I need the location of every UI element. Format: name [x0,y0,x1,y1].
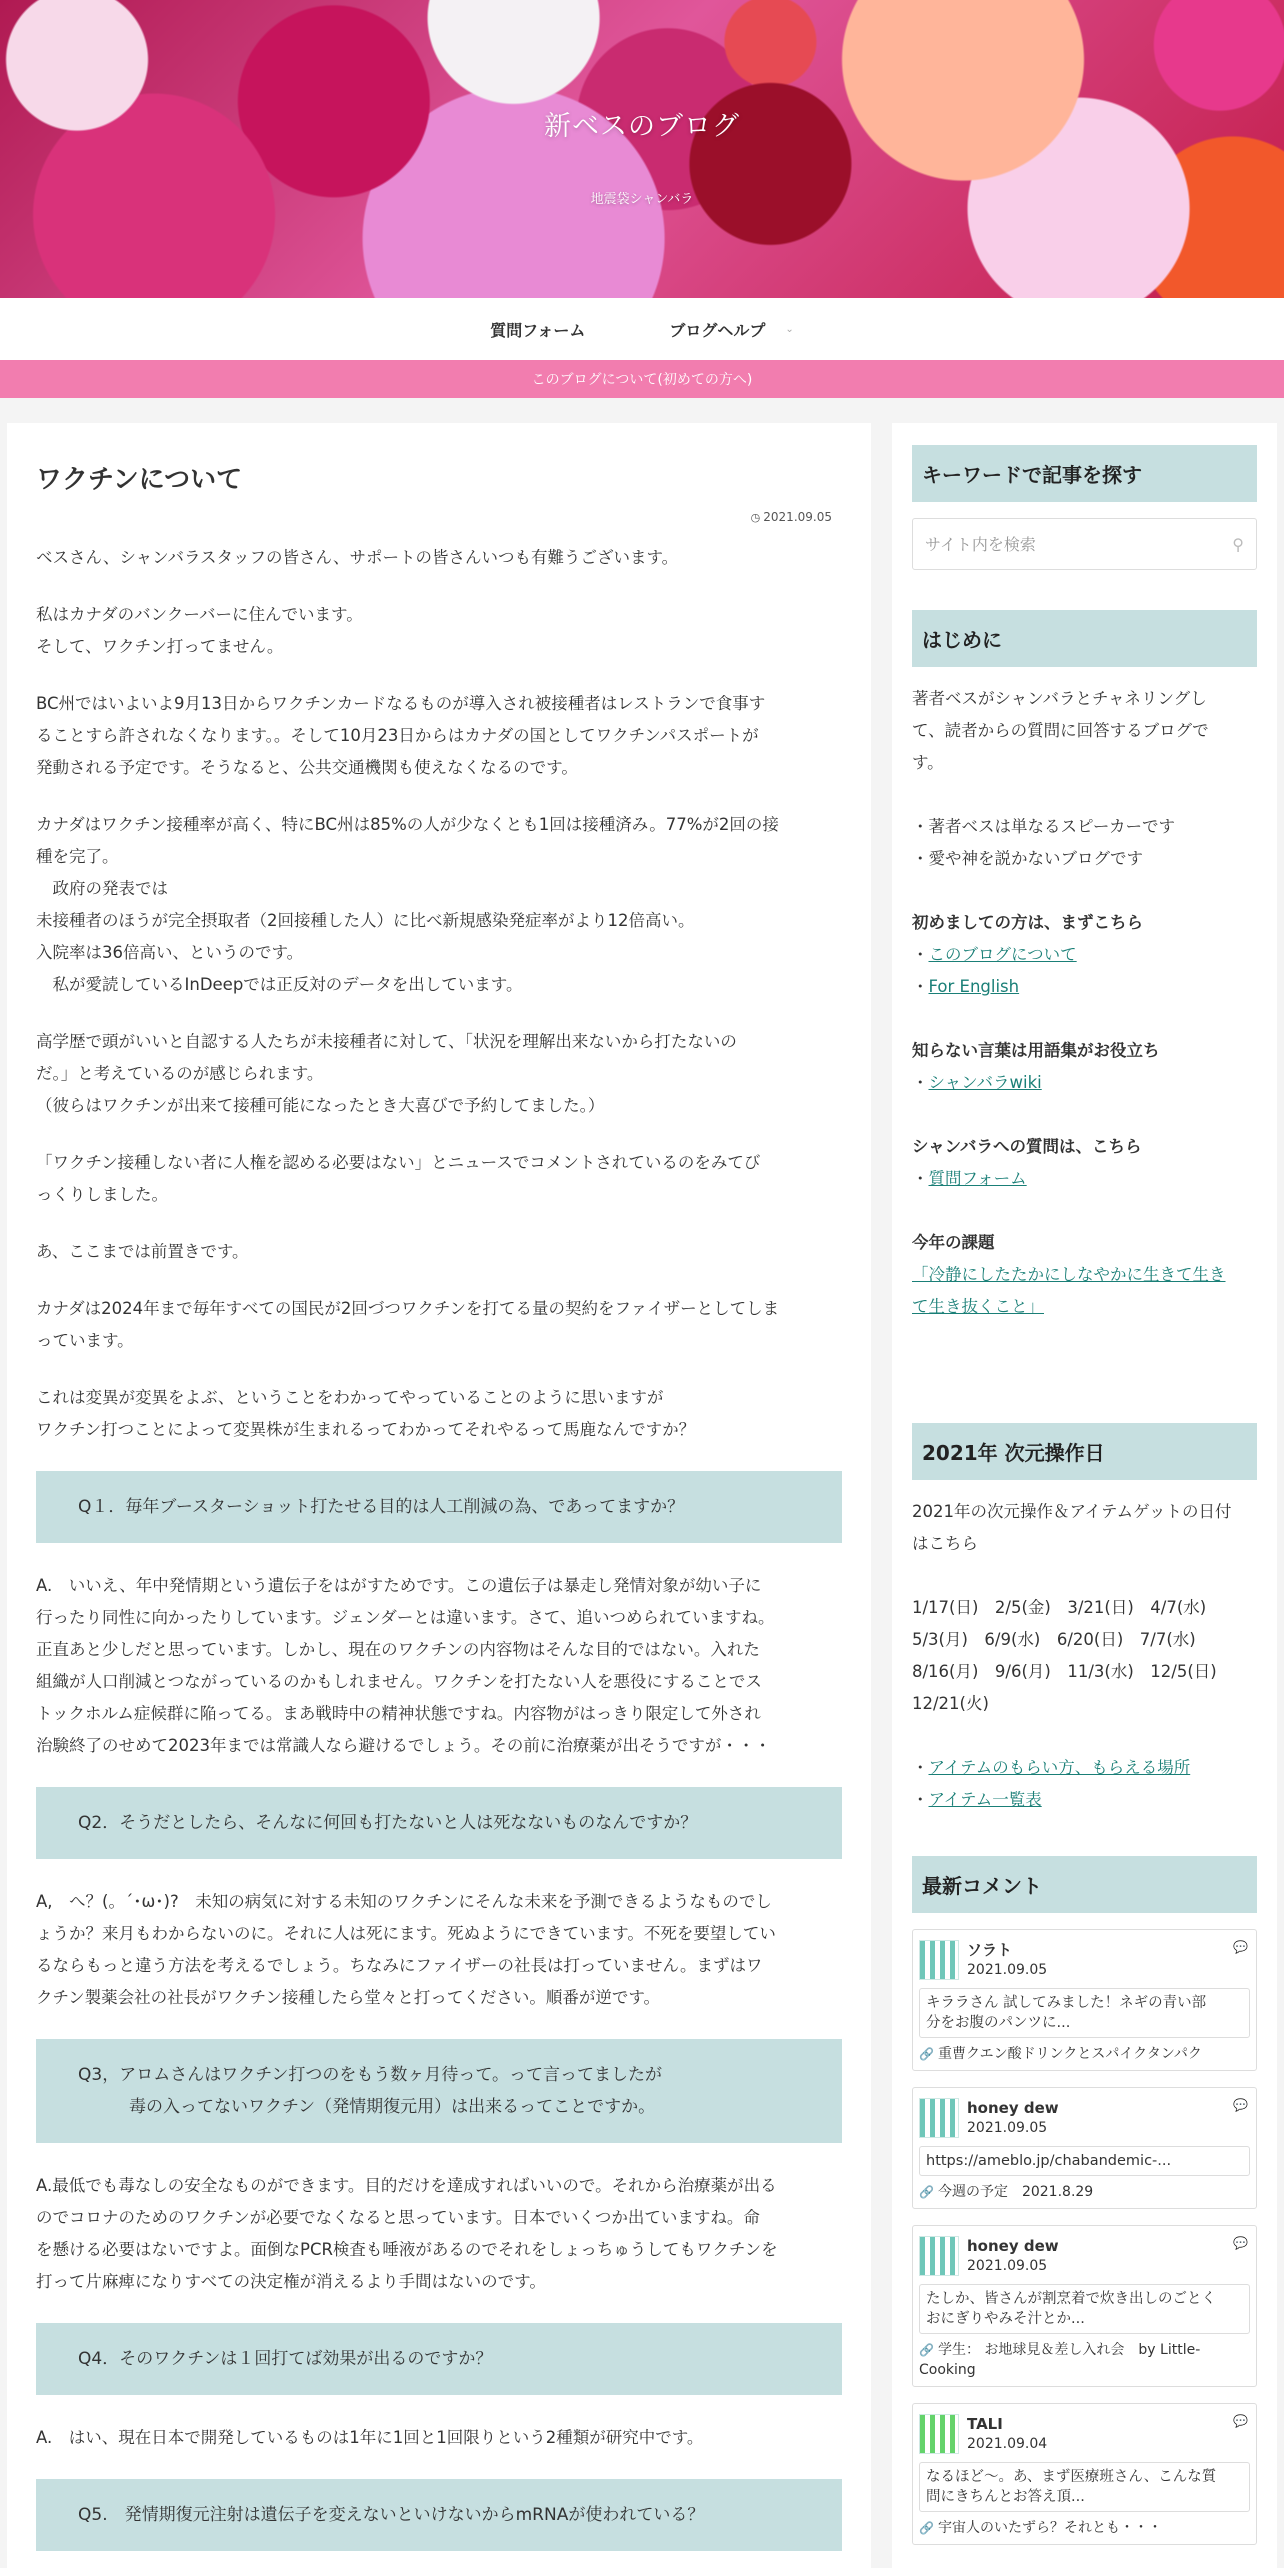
speech-bubble-icon: 💬 [1233,2098,1248,2112]
link-line: ・アイテムのもらい方、もらえる場所 [912,1758,1191,1777]
text-line: 問にきちんとお答え頂... [926,2489,1085,2505]
comment-card[interactable] [912,2403,1257,2545]
comment-date: 2021.09.05 [967,1962,1048,1978]
about-blog-link[interactable]: このブログについて [928,945,1077,964]
text-line: これは変異が変異をよぶ、ということをわかってやっていることのように思いますが [36,1388,664,1407]
post-title: 宇宙人のいたずら？それとも・・・ [937,2520,1162,2536]
article-title: ワクチンについて [36,465,243,495]
text-line: っています。 [36,1331,134,1350]
search-widget-title: キーワードで記事を探す [912,445,1257,502]
comment-author: ソラト [967,1941,1013,1959]
text-line: 5/3(月) 6/9(水) 6/20(日) 7/7(水) [912,1630,1196,1649]
text-line: 政府の発表では [36,879,168,898]
comment-author: honey dew [967,2237,1059,2255]
text-line: カナダは2024年まで毎年すべての国民が2回づつワクチンを打てる量の契約をファイザーとしてしま [36,1299,780,1318]
comment-date: 2021.09.05 [967,2120,1048,2136]
comment-date: 2021.09.04 [967,2436,1048,2452]
comment-excerpt [919,2146,1250,2176]
paragraph [36,809,842,1001]
text-line: カナダはワクチン接種率が高く、特にBC州は85%の人が少なくとも1回は接種済み。77%が2回の接 [36,815,779,834]
text-line: だ。」と考えているのが感じられます。 [36,1064,324,1083]
question-box [36,1787,842,1859]
intro-text [912,683,1257,779]
clock-icon: ◷ [750,511,761,524]
text-line: ・著者ベスは単なるスピーカーです [912,817,1176,836]
text-line: 種を完了。 [36,847,119,866]
dimension-widget-title: 2021年 次元操作日 [912,1423,1257,1480]
text-line: （彼らはワクチンが出来て接種可能になったとき大喜びで予約してました。） [36,1096,605,1115]
link-icon: 🔗 [919,2521,934,2535]
avatar [919,1940,959,1980]
theme-link-block [912,1259,1257,1323]
article-date [36,510,842,524]
text-line: A.最低でも毒なしの安全なものができます。目的だけを達成すればいいので。それから治療薬が出る [36,2176,777,2195]
question-text: Q2．そうだとしたら、そんなに何回も打たないと人は死なないものなんですか？ [78,1813,698,1833]
text-line: たしか、皆さんが割烹着で炊き出しのごとく [926,2291,1216,2307]
text-line: 入院率は36倍高い、というのです。 [36,943,304,962]
text-line: 組織が人口削減とつながっているのかもしれません。ワクチンを打たない人を悪役にすることでス [36,1672,762,1691]
question-box [36,2479,842,2551]
text-line: 打って片麻痺になりすべての決定権が消えるより手間はないのです。 [36,2272,546,2291]
text-line: 行ったり同性に向かったりしています。ジェンダーとは違います。さて、追いつめられていますね。 [36,1608,775,1627]
link-line: ・質問フォーム [912,1169,1027,1188]
comment-post-link[interactable] [919,2518,1250,2538]
notice-text: このブログについて(初めての方へ) [531,372,753,388]
comment-post-link[interactable] [919,2340,1250,2380]
link-icon: 🔗 [919,2047,934,2061]
text-line: はこちら [912,1534,978,1553]
text-line: おにぎりやみそ汁とか... [926,2311,1085,2327]
comment-date: 2021.09.05 [967,2258,1048,2274]
text-line: 2021年の次元操作＆アイテムゲットの日付 [912,1502,1232,1521]
link-line: ・アイテム一覧表 [912,1790,1042,1809]
post-title: 今週の予定 2021.8.29 [937,2184,1094,2200]
text-line: A, へ？(。´･ω･)? 未知の病気に対する未知のワクチンにそんな未来を予測できるようなものでし [36,1892,772,1911]
item-list-link[interactable]: アイテム一覧表 [928,1790,1042,1809]
text-line: す。 [912,753,944,772]
text-line: BC州ではいよいよ9月13日からワクチンカードなるものが導入され被接種者はレストランで食事す [36,694,766,713]
text-line: るならもっと違う方法を考えるでしょう。ちなみにファイザーの社長は打っていません。まずはワ [36,1956,763,1975]
text-line: 12/21(火) [912,1694,989,1713]
item-howto-link[interactable]: アイテムのもらい方、もらえる場所 [928,1758,1191,1777]
question-box [36,2323,842,2395]
text-line: そして、ワクチン打ってません。 [36,637,284,656]
text-line: 高学歴で頭がいいと自認する人たちが未接種者に対して、「状況を理解出来ないから打たないの [36,1032,737,1051]
avatar [919,2236,959,2276]
comment-author: TALI [967,2415,1003,2433]
question-box [36,1471,842,1543]
text-line: ワクチン打つことによって変異株が生まれるってわかってそれやるって馬鹿なんですか？ [36,1420,696,1439]
text-line: なるほど〜。あ、まず医療班さん、こんな質 [926,2469,1217,2485]
question-box [36,2039,842,2143]
text-line: キララさん 試してみました！ネギの青い部 [926,1995,1207,2011]
answer-paragraph [36,1886,842,2014]
question-form-link[interactable]: 質問フォーム [928,1169,1027,1188]
nav-item-question-form[interactable] [448,318,627,341]
search-icon[interactable]: ⚲ [1232,534,1244,554]
comment-post-link[interactable] [919,2044,1250,2064]
global-nav [0,298,1284,360]
avatar [919,2414,959,2454]
theme-link[interactable]: て生き抜くこと」 [912,1297,1044,1316]
link-line: ・For English [912,977,1020,996]
sidebar [892,423,1277,2568]
text-line: A. はい、現在日本で開発しているものは1年に1回と1回限りという2種類が研究中です。 [36,2428,704,2447]
site-header [0,0,1284,298]
post-title: 学生： お地球見＆差し入れ会 by Little- [937,2342,1201,2358]
site-title[interactable]: 新ベスのブログ [544,111,740,142]
text-line: ・愛や神を説かないブログです [912,849,1143,868]
paragraph [36,1147,842,1211]
question-text: Q4．そのワクチンは１回打てば効果が出るのですか？ [78,2349,493,2369]
comments-widget-title: 最新コメント [912,1856,1257,1913]
comment-card[interactable] [912,2087,1257,2209]
text-line: ベスさん、シャンバラスタッフの皆さん、サポートの皆さんいつも有難うございます。 [36,548,679,567]
answer-paragraph [36,2422,842,2454]
theme-link[interactable]: 「冷静にしたたかにしなやかに生きて生き [912,1265,1226,1284]
text-line: 1/17(日) 2/5(金) 3/21(日) 4/7(水) [912,1598,1207,1617]
text-line: あ、ここまでは前置きです。 [36,1242,249,1261]
answer-paragraph [36,1570,842,1762]
intro-widget-title: はじめに [912,610,1257,667]
link-icon: 🔗 [919,2343,934,2357]
text-line: A. いいえ、年中発情期という遺伝子をはがすためです。この遺伝子は暴走し発情対象が幼い子に [36,1576,762,1595]
text-line: て、読者からの質問に回答するブログで [912,721,1209,740]
speech-bubble-icon: 💬 [1233,1940,1248,1954]
theme-heading: 今年の課題 [912,1233,995,1252]
text-line: 正直あと少しだと思っています。しかし、現在のワクチンの内容物はそんな目的ではない。入れた [36,1640,760,1659]
paragraph [36,1293,842,1357]
link-line: ・シャンバラwiki [912,1073,1042,1092]
text-line: ることすら許されなくなります。。そして10月23日からはカナダの国としてワクチンパスポートが [36,726,759,745]
question-heading: シャンバラへの質問は、こちら [912,1137,1142,1156]
first-time-heading: 初めましての方は、まずこちら [912,913,1143,932]
paragraph [36,1236,842,1268]
text-line: 私が愛読しているInDeepでは正反対のデータを出しています。 [36,975,523,994]
comment-excerpt [919,1988,1250,2038]
post-title: 重曹クエン酸ドリンクとスパイクタンパク [937,2046,1202,2062]
chevron-down-icon: ⌄ [785,323,794,335]
search-box [912,518,1257,570]
text-line: ょうか？来月もわからないのに。それに人は死にます。死ぬようにできています。不死を要望してい [36,1924,776,1943]
article-date-text: 2021.09.05 [763,510,832,524]
text-line: クチン製薬会社の社長がワクチン接種したら堂々と打ってください。順番が逆です。 [36,1988,661,2007]
nav-item-label: ブログヘルプ [669,320,766,340]
avatar [919,2098,959,2138]
text-line: 私はカナダのバンクーバーに住んでいます。 [36,605,363,624]
comment-excerpt [919,2284,1250,2334]
wiki-link[interactable]: シャンバラwiki [928,1073,1042,1092]
text-line: 分をお腹のパンツに... [926,2015,1071,2031]
main-content [7,423,871,2568]
text-line: 著者ベスがシャンバラとチャネリングし [912,689,1207,708]
nav-item-label: 質問フォーム [490,320,586,340]
dimension-dates [912,1592,1257,1720]
paragraph [36,542,842,574]
paragraph [36,1382,842,1446]
paragraph [36,1026,842,1122]
paragraph [36,599,842,663]
speech-bubble-icon: 💬 [1233,2414,1248,2428]
text-line: 発動される予定です。そうなると、公共交通機関も使えなくなるのです。 [36,758,578,777]
paragraph [36,688,842,784]
text-line: を懸ける必要はないですよ。面倒なPCR検査も唾液があるのでそれをしょっちゅうしてもワクチンを [36,2240,778,2259]
link-line: ・このブログについて [912,945,1077,964]
post-title: Cooking [919,2362,976,2378]
answer-paragraph [36,2170,842,2298]
question-text: 毒の入ってないワクチン（発情期復元用）は出来るってことですか。 [78,2097,656,2117]
comment-post-link[interactable] [919,2182,1250,2202]
site-subtitle: 地震袋シャンバラ [590,192,694,207]
question-text: Q3，アロムさんはワクチン打つのをもう数ヶ月待って。って言ってましたが [78,2065,663,2085]
intro-bullets [912,811,1257,875]
glossary-heading: 知らない言葉は用語集がお役立ち [912,1041,1160,1060]
comment-card[interactable] [912,2225,1257,2387]
text-line: トックホルム症候群に陥ってる。まあ戦時中の精神状態ですね。内容物がはっきり限定して外され [36,1704,761,1723]
text-line: 治験終了のせめて2023年までは常識人なら避けるでしょう。その前に治療薬が出そうですが・・・ [36,1736,771,1755]
search-input[interactable] [925,535,1225,554]
text-line: っくりしました。 [36,1185,168,1204]
text-line: https://ameblo.jp/chabandemic-... [926,2153,1172,2169]
text-line: 「ワクチン接種しない者に人権を認める必要はない」とニュースでコメントされているのをみてび [36,1153,761,1172]
notice-bar[interactable] [0,360,1284,398]
dimension-text [912,1496,1257,1560]
question-text: Q5. 発情期復元注射は遺伝子を変えないといけないからmRNAが使われている？ [78,2505,705,2525]
text-line: のでコロナのためのワクチンが必要でなくなると思っています。日本でいくつか出ていますね。命 [36,2208,760,2227]
comment-author: honey dew [967,2099,1059,2117]
question-text: Q１．毎年ブースターショット打たせる目的は人工削減の為、であってますか？ [78,1497,685,1517]
for-english-link[interactable]: For English [928,977,1020,996]
speech-bubble-icon: 💬 [1233,2236,1248,2250]
text-line: 8/16(月) 9/6(月) 11/3(水) 12/5(日) [912,1662,1217,1681]
text-line: 未接種者のほうが完全摂取者（2回接種した人）に比べ新規感染発症率がより12倍高い。 [36,911,695,930]
nav-item-blog-help[interactable] [627,318,835,341]
comment-card[interactable] [912,1929,1257,2071]
comment-excerpt [919,2462,1250,2512]
link-icon: 🔗 [919,2185,934,2199]
